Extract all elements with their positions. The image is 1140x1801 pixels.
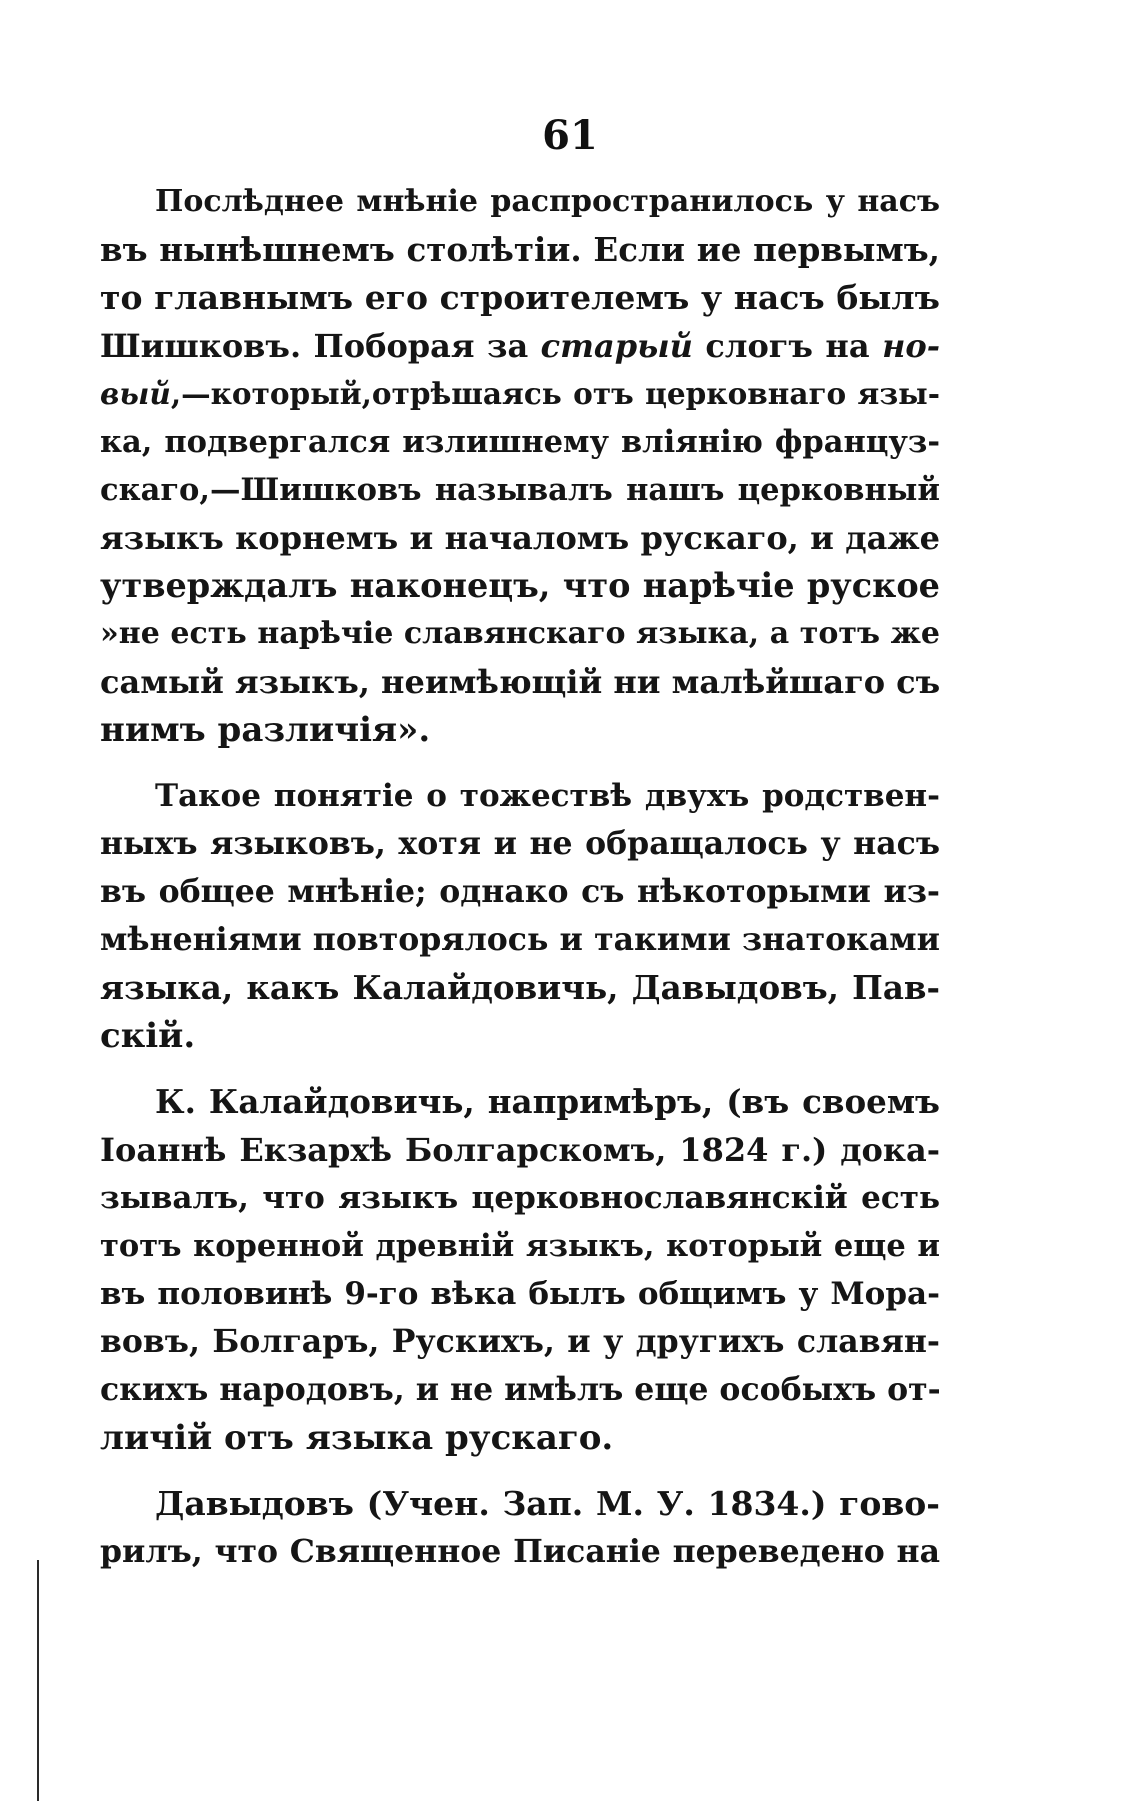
text-line: тотъ коренной древній языкъ, который еще и [100, 1228, 940, 1264]
text-line: вый,—который,отрѣшаясь отъ церковнаго язы- [100, 376, 940, 411]
text-line: Шишковъ. Поборая за старый слогъ на но- [100, 327, 941, 365]
text-line: то главнымъ его строителемъ у насъ былъ [100, 278, 940, 317]
text-line: Послѣднее мнѣніе распространилось у насъ [155, 184, 940, 219]
text-line: языка, какъ Калайдовичь, Давыдовъ, Пав- [100, 968, 940, 1007]
text-line: нимъ различія». [100, 710, 431, 750]
page-number: 61 [542, 112, 598, 159]
text-line: Іоаннѣ Екзархѣ Болгарскомъ, 1824 г.) дока- [100, 1131, 940, 1169]
paragraph [100, 1078, 940, 1462]
text-line: ныхъ языковъ, хотя и не обращалось у насъ [100, 825, 940, 862]
italic-word: вый [100, 376, 171, 411]
text-line: въ нынѣшнемъ столѣтіи. Если ие первымъ, [100, 230, 940, 269]
page-text [100, 178, 940, 1576]
paragraph [100, 178, 940, 754]
italic-word: но- [882, 327, 941, 365]
paragraph [100, 772, 940, 1060]
text-line: скихъ народовъ, и не имѣлъ еще особыхъ от- [100, 1371, 941, 1408]
text-line: рилъ, что Священное Писаніе переведено на [100, 1533, 940, 1570]
italic-word: старый [540, 327, 693, 365]
text-line: Такое понятіе о тожествѣ двухъ родствен- [155, 778, 940, 814]
page-edge-line [37, 1560, 39, 1801]
text-line: Давыдовъ (Учен. Зап. М. У. 1834.) гово- [155, 1484, 940, 1523]
text-line: языкъ корнемъ и началомъ рускаго, и даже [100, 519, 940, 557]
paragraph [100, 1480, 940, 1576]
text-line: »не есть нарѣчіе славянскаго языка, а тотъ же [100, 616, 940, 651]
text-line: зывалъ, что языкъ церковнославянскій есть [100, 1180, 940, 1216]
text-line: К. Калайдовичь, напримѣръ, (въ своемъ [155, 1082, 940, 1121]
text-line: ка, подвергался излишнему вліянію француз- [100, 424, 940, 460]
text-line: вовъ, Болгаръ, Рускихъ, и у другихъ славян- [100, 1323, 940, 1360]
text-line: мѣненіями повторялось и такими знатоками [100, 921, 940, 958]
text-line: личій отъ языка рускаго. [100, 1418, 614, 1458]
text-line: скій. [100, 1016, 196, 1056]
text-line: утверждалъ наконецъ, что нарѣчіе руское [100, 566, 940, 605]
text-line: въ половинѣ 9-го вѣка былъ общимъ у Мора- [100, 1276, 940, 1312]
text-line: въ общее мнѣніе; однако съ нѣкоторыми из- [100, 873, 940, 910]
text-line: скаго,—Шишковъ называлъ нашъ церковный [100, 472, 940, 508]
text-line: самый языкъ, неимѣющій ни малѣйшаго съ [100, 663, 941, 701]
